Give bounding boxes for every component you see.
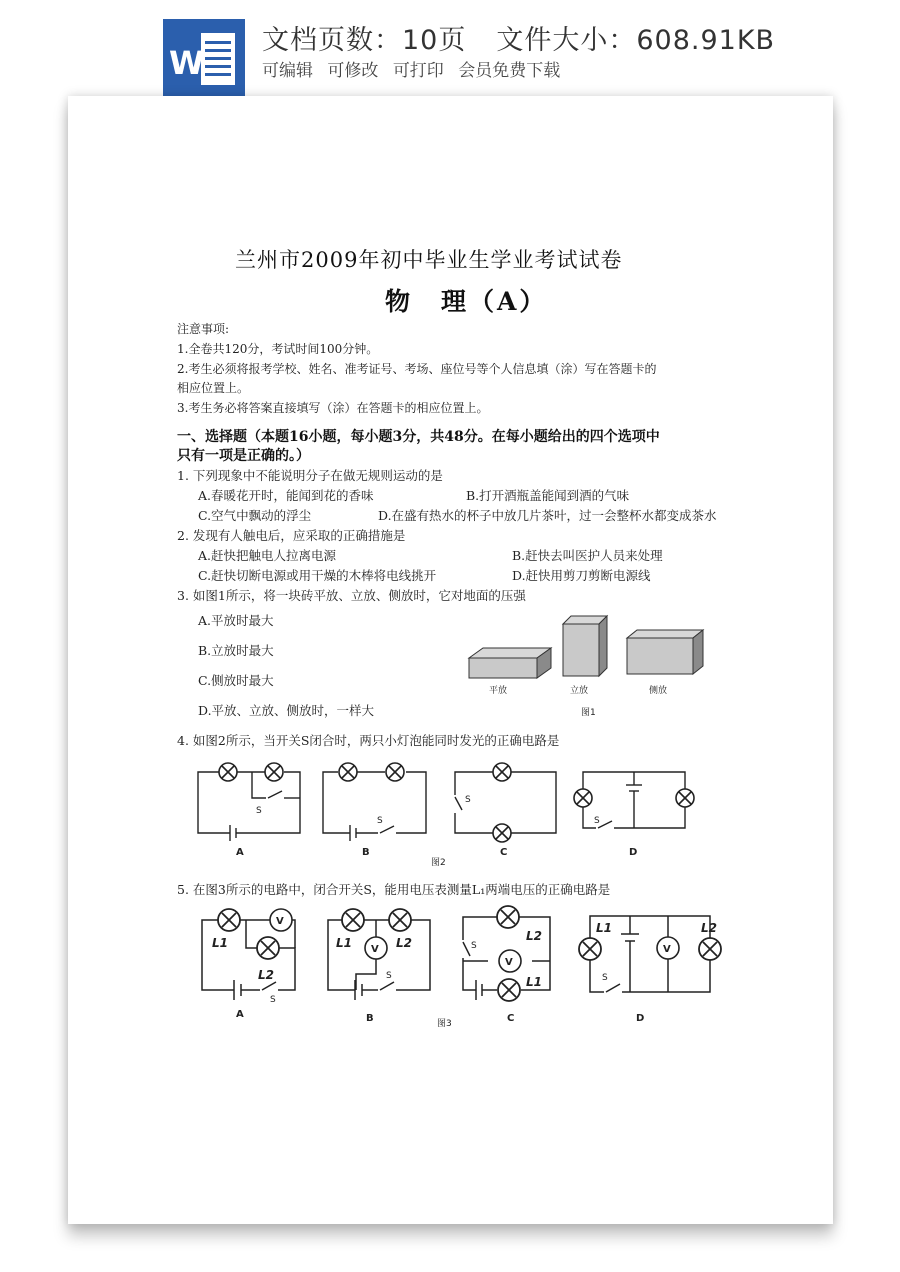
- exam-title: 兰州市2009年初中毕业生学业考试试卷: [235, 248, 623, 272]
- svg-text:W: W: [169, 44, 205, 82]
- switch-label-b: S: [377, 816, 383, 826]
- q3-option-a: A.平放时最大: [198, 613, 274, 628]
- q3-option-b: B.立放时最大: [198, 643, 274, 658]
- option-a-label: A: [236, 847, 244, 858]
- q3-option-d: D.平放、立放、侧放时，一样大: [198, 703, 375, 718]
- q3-stem: 3. 如图1所示，将一块砖平放、立放、侧放时，它对地面的压强: [177, 588, 526, 603]
- voltmeter-label-a: V: [276, 916, 284, 927]
- q5-stem: 5. 在图3所示的电路中，闭合开关S，能用电压表测量L₁两端电压的正确电路是: [177, 882, 611, 897]
- q2-option-d: D.赶快用剪刀剪断电源线: [512, 568, 651, 583]
- lamp-l1-label-a: L1: [212, 936, 228, 950]
- switch-label-a: S: [256, 806, 262, 816]
- switch-label-3d: S: [602, 973, 608, 983]
- option-d-label: D: [629, 847, 638, 858]
- voltmeter-label-d: V: [663, 944, 671, 955]
- q1-option-c: C.空气中飘动的浮尘: [198, 508, 312, 523]
- section-1-heading-cont: 只有一项是正确的。）: [177, 448, 310, 464]
- q1-option-b: B.打开酒瓶盖能闻到酒的气味: [466, 488, 630, 503]
- option-b-label-3: B: [366, 1013, 374, 1024]
- option-c-label: C: [500, 847, 508, 858]
- notice-heading: 注意事项:: [177, 322, 230, 336]
- feature-list: [262, 56, 569, 81]
- figure-3-caption: 图3: [437, 1019, 452, 1029]
- lamp-l2-label-b: L2: [396, 936, 412, 950]
- notice-1: 1.全卷共120分，考试时间100分钟。: [177, 342, 379, 356]
- figure-3-circuits: [190, 900, 730, 1035]
- circuit-2d: [574, 772, 694, 828]
- option-c-label-3: C: [507, 1013, 515, 1024]
- feature-printable: 可打印: [392, 61, 444, 81]
- switch-label-3b: S: [386, 971, 392, 981]
- q3-option-c: C.侧放时最大: [198, 673, 274, 688]
- feature-modifiable: 可修改: [327, 61, 379, 81]
- notice-2: 2.考生必须将报考学校、姓名、准考证号、考场、座位号等个人信息填（涂）写在答题卡的: [177, 362, 657, 376]
- switch-label-3a: S: [270, 995, 276, 1005]
- q1-option-a: A.春暖花开时，能闻到花的香味: [198, 488, 374, 503]
- exam-subject: 物 理（A）: [385, 287, 548, 316]
- circuit-3b: [328, 909, 430, 1000]
- q2-option-b: B.赶快去叫医护人员来处理: [512, 548, 663, 563]
- option-b-label: B: [362, 847, 370, 858]
- q4-stem: 4. 如图2所示，当开关S闭合时，两只小灯泡能同时发光的正确电路是: [177, 733, 560, 748]
- lamp-l2-label-a: L2: [258, 968, 274, 982]
- voltmeter-label-b: V: [371, 944, 379, 955]
- lamp-l1-label-b: L1: [336, 936, 352, 950]
- label-flat: 平放: [489, 686, 508, 696]
- lamp-l1-label-c: L1: [526, 975, 542, 989]
- document-info-line: [262, 18, 775, 57]
- switch-label-c: S: [465, 795, 471, 805]
- switch-label-d: S: [594, 816, 600, 826]
- notice-3: 3.考生务必将答案直接填写（涂）在答题卡的相应位置上。: [177, 401, 489, 415]
- lamp-l2-label-d: L2: [701, 921, 717, 935]
- notice-2-cont: 相应位置上。: [177, 381, 250, 395]
- lamp-l2-label-c: L2: [526, 929, 542, 943]
- figure-2-circuits: [190, 755, 710, 870]
- page-count: 文档页数：10页: [262, 25, 467, 56]
- label-side: 侧放: [649, 686, 668, 696]
- q2-option-c: C.赶快切断电源或用干燥的木棒将电线挑开: [198, 568, 437, 583]
- circuit-2b: [323, 763, 426, 841]
- option-d-label-3: D: [636, 1013, 645, 1024]
- brick-flat: [469, 648, 551, 678]
- feature-editable: 可编辑: [262, 61, 313, 81]
- feature-member-download: 会员免费下载: [458, 61, 561, 81]
- brick-upright: [563, 616, 607, 676]
- figure-1-bricks: [465, 606, 715, 721]
- label-upright: 立放: [570, 686, 589, 696]
- word-document-icon: [163, 19, 245, 97]
- lamp-l1-label-d: L1: [596, 921, 612, 935]
- q2-option-a: A.赶快把触电人拉离电源: [198, 548, 337, 563]
- q1-option-d: D.在盛有热水的杯子中放几片茶叶，过一会整杯水都变成茶水: [378, 508, 717, 523]
- file-size: 文件大小：608.91KB: [496, 25, 776, 56]
- circuit-2a: [198, 763, 300, 841]
- switch-label-3c: S: [471, 941, 477, 951]
- section-1-heading: 一、选择题（本题16小题，每小题3分，共48分。在每小题给出的四个选项中: [177, 429, 660, 445]
- figure-2-caption: 图2: [431, 858, 446, 868]
- q2-stem: 2. 发现有人触电后，应采取的正确措施是: [177, 528, 406, 543]
- voltmeter-label-c: V: [505, 957, 513, 968]
- q1-stem: 1. 下列现象中不能说明分子在做无规则运动的是: [177, 468, 443, 483]
- figure-1-caption: 图1: [581, 708, 596, 718]
- option-a-label-3: A: [236, 1009, 244, 1020]
- brick-side: [627, 630, 703, 674]
